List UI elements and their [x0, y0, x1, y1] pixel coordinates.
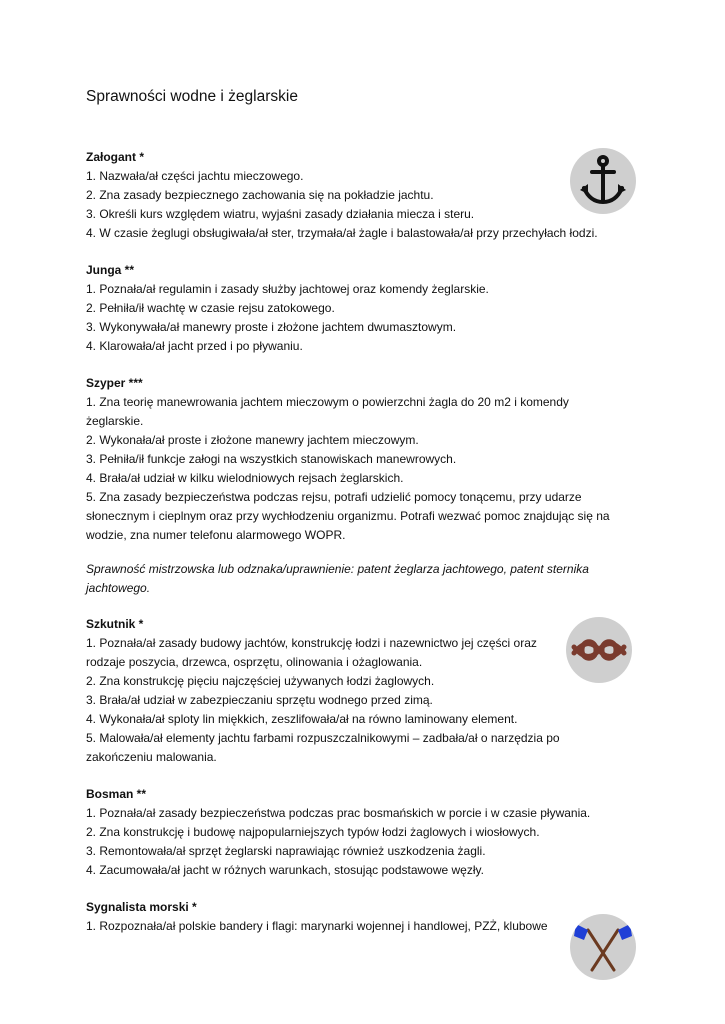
requirement-item: 3. Pełniła/ił funkcje załogi na wszystkich stanowiskach manewrowych.: [86, 452, 457, 466]
zalogant-badge: [570, 148, 636, 214]
signal-flags-icon: [570, 914, 636, 980]
section-title: Sygnalista morski *: [86, 900, 197, 914]
requirement-item: 2. Zna zasady bezpiecznego zachowania się na pokładzie jachtu.: [86, 188, 434, 202]
requirement-item: 2. Wykonała/ał proste i złożone manewry jachtem mieczowym.: [86, 433, 419, 447]
requirement-item: 1. Poznała/ał regulamin i zasady służby jachtowej oraz komendy żeglarskie.: [86, 282, 489, 296]
requirement-item: 1. Zna teorię manewrowania jachtem mieczowym o powierzchni żagla do 20 m2 i komendy: [86, 395, 569, 409]
section-title: Bosman **: [86, 787, 147, 801]
requirement-item: słonecznym i cieplnym oraz przy wychłodzeniu organizmu. Potrafi wezwać pomoc znajdując się na: [86, 509, 610, 523]
requirement-item: 3. Remontowała/ał sprzęt żeglarski naprawiając również uszkodzenia żagli.: [86, 844, 486, 858]
note-line: Sprawność mistrzowska lub odznaka/uprawnienie: patent żeglarza jachtowego, patent sternika: [86, 562, 589, 576]
section-title: Szkutnik *: [86, 617, 144, 631]
section-zalogant: [86, 148, 616, 243]
requirement-item: 3. Określi kurs względem wiatru, wyjaśni zasady działania miecza i steru.: [86, 207, 475, 221]
sygnalista-badge: [570, 914, 636, 980]
requirement-item: 1. Nazwała/ał części jachtu mieczowego.: [86, 169, 304, 183]
requirement-item: rodzaje poszycia, drzewca, osprzętu, olinowania i ożaglowania.: [86, 655, 423, 669]
requirement-item: 1. Poznała/ał zasady bezpieczeństwa podczas prac bosmańskich w porcie i w czasie pływania.: [86, 806, 591, 820]
section-szkutnik: [86, 615, 616, 767]
requirement-item: zakończeniu malowania.: [86, 750, 217, 764]
anchor-icon: [570, 148, 636, 214]
requirement-item: 5. Malowała/ał elementy jachtu farbami rozpuszczalnikowymi – zadbała/ał o narzędzia po: [86, 731, 560, 745]
section-sygnalista-morski: [86, 898, 616, 936]
requirement-item: wodzie, zna numer telefonu alarmowego WOPR.: [86, 528, 346, 542]
requirement-item: 2. Zna konstrukcję i budowę najpopularniejszych typów łodzi żaglowych i wiosłowych.: [86, 825, 540, 839]
document-title: Sprawności wodne i żeglarskie: [86, 88, 298, 105]
section-title: Szyper ***: [86, 376, 143, 390]
requirement-item: żeglarskie.: [86, 414, 144, 428]
requirement-item: 2. Zna konstrukcję pięciu najczęściej używanych łodzi żaglowych.: [86, 674, 435, 688]
section-szyper: [86, 374, 646, 545]
szkutnik-badge: [566, 617, 632, 683]
section-junga: [86, 261, 616, 356]
requirement-item: 1. Poznała/ał zasady budowy jachtów, konstrukcję łodzi i nazewnictwo jej części oraz: [86, 636, 537, 650]
section-title: Załogant *: [86, 150, 145, 164]
requirement-item: 1. Rozpoznała/ał polskie bandery i flagi: marynarki wojennej i handlowej, PZŻ, klubowe: [86, 919, 548, 933]
requirement-item: 4. Wykonała/ał sploty lin miękkich, zeszlifowała/ał na równo laminowany element.: [86, 712, 518, 726]
requirement-item: 4. Zacumowała/ał jacht w różnych warunkach, stosując podstawowe węzły.: [86, 863, 484, 877]
requirement-item: 4. Brała/ał udział w kilku wielodniowych rejsach żeglarskich.: [86, 471, 404, 485]
knot-icon: [566, 617, 632, 683]
requirement-item: 2. Pełniła/ił wachtę w czasie rejsu zatokowego.: [86, 301, 335, 315]
note-line: jachtowego.: [86, 581, 151, 595]
requirement-item: 4. W czasie żeglugi obsługiwała/ał ster, trzymała/ał żagle i balastowała/ał przy przechyłach łodzi.: [86, 226, 598, 240]
master-badge-note: [86, 560, 606, 598]
section-title: Junga **: [86, 263, 135, 277]
requirement-item: 5. Zna zasady bezpieczeństwa podczas rejsu, potrafi udzielić pomocy tonącemu, przy udarze: [86, 490, 582, 504]
section-bosman: [86, 785, 616, 880]
requirement-item: 3. Brała/ał udział w zabezpieczaniu sprzętu wodnego przed zimą.: [86, 693, 433, 707]
requirement-item: 4. Klarowała/ał jacht przed i po pływaniu.: [86, 339, 303, 353]
requirement-item: 3. Wykonywała/ał manewry proste i złożone jachtem dwumasztowym.: [86, 320, 457, 334]
